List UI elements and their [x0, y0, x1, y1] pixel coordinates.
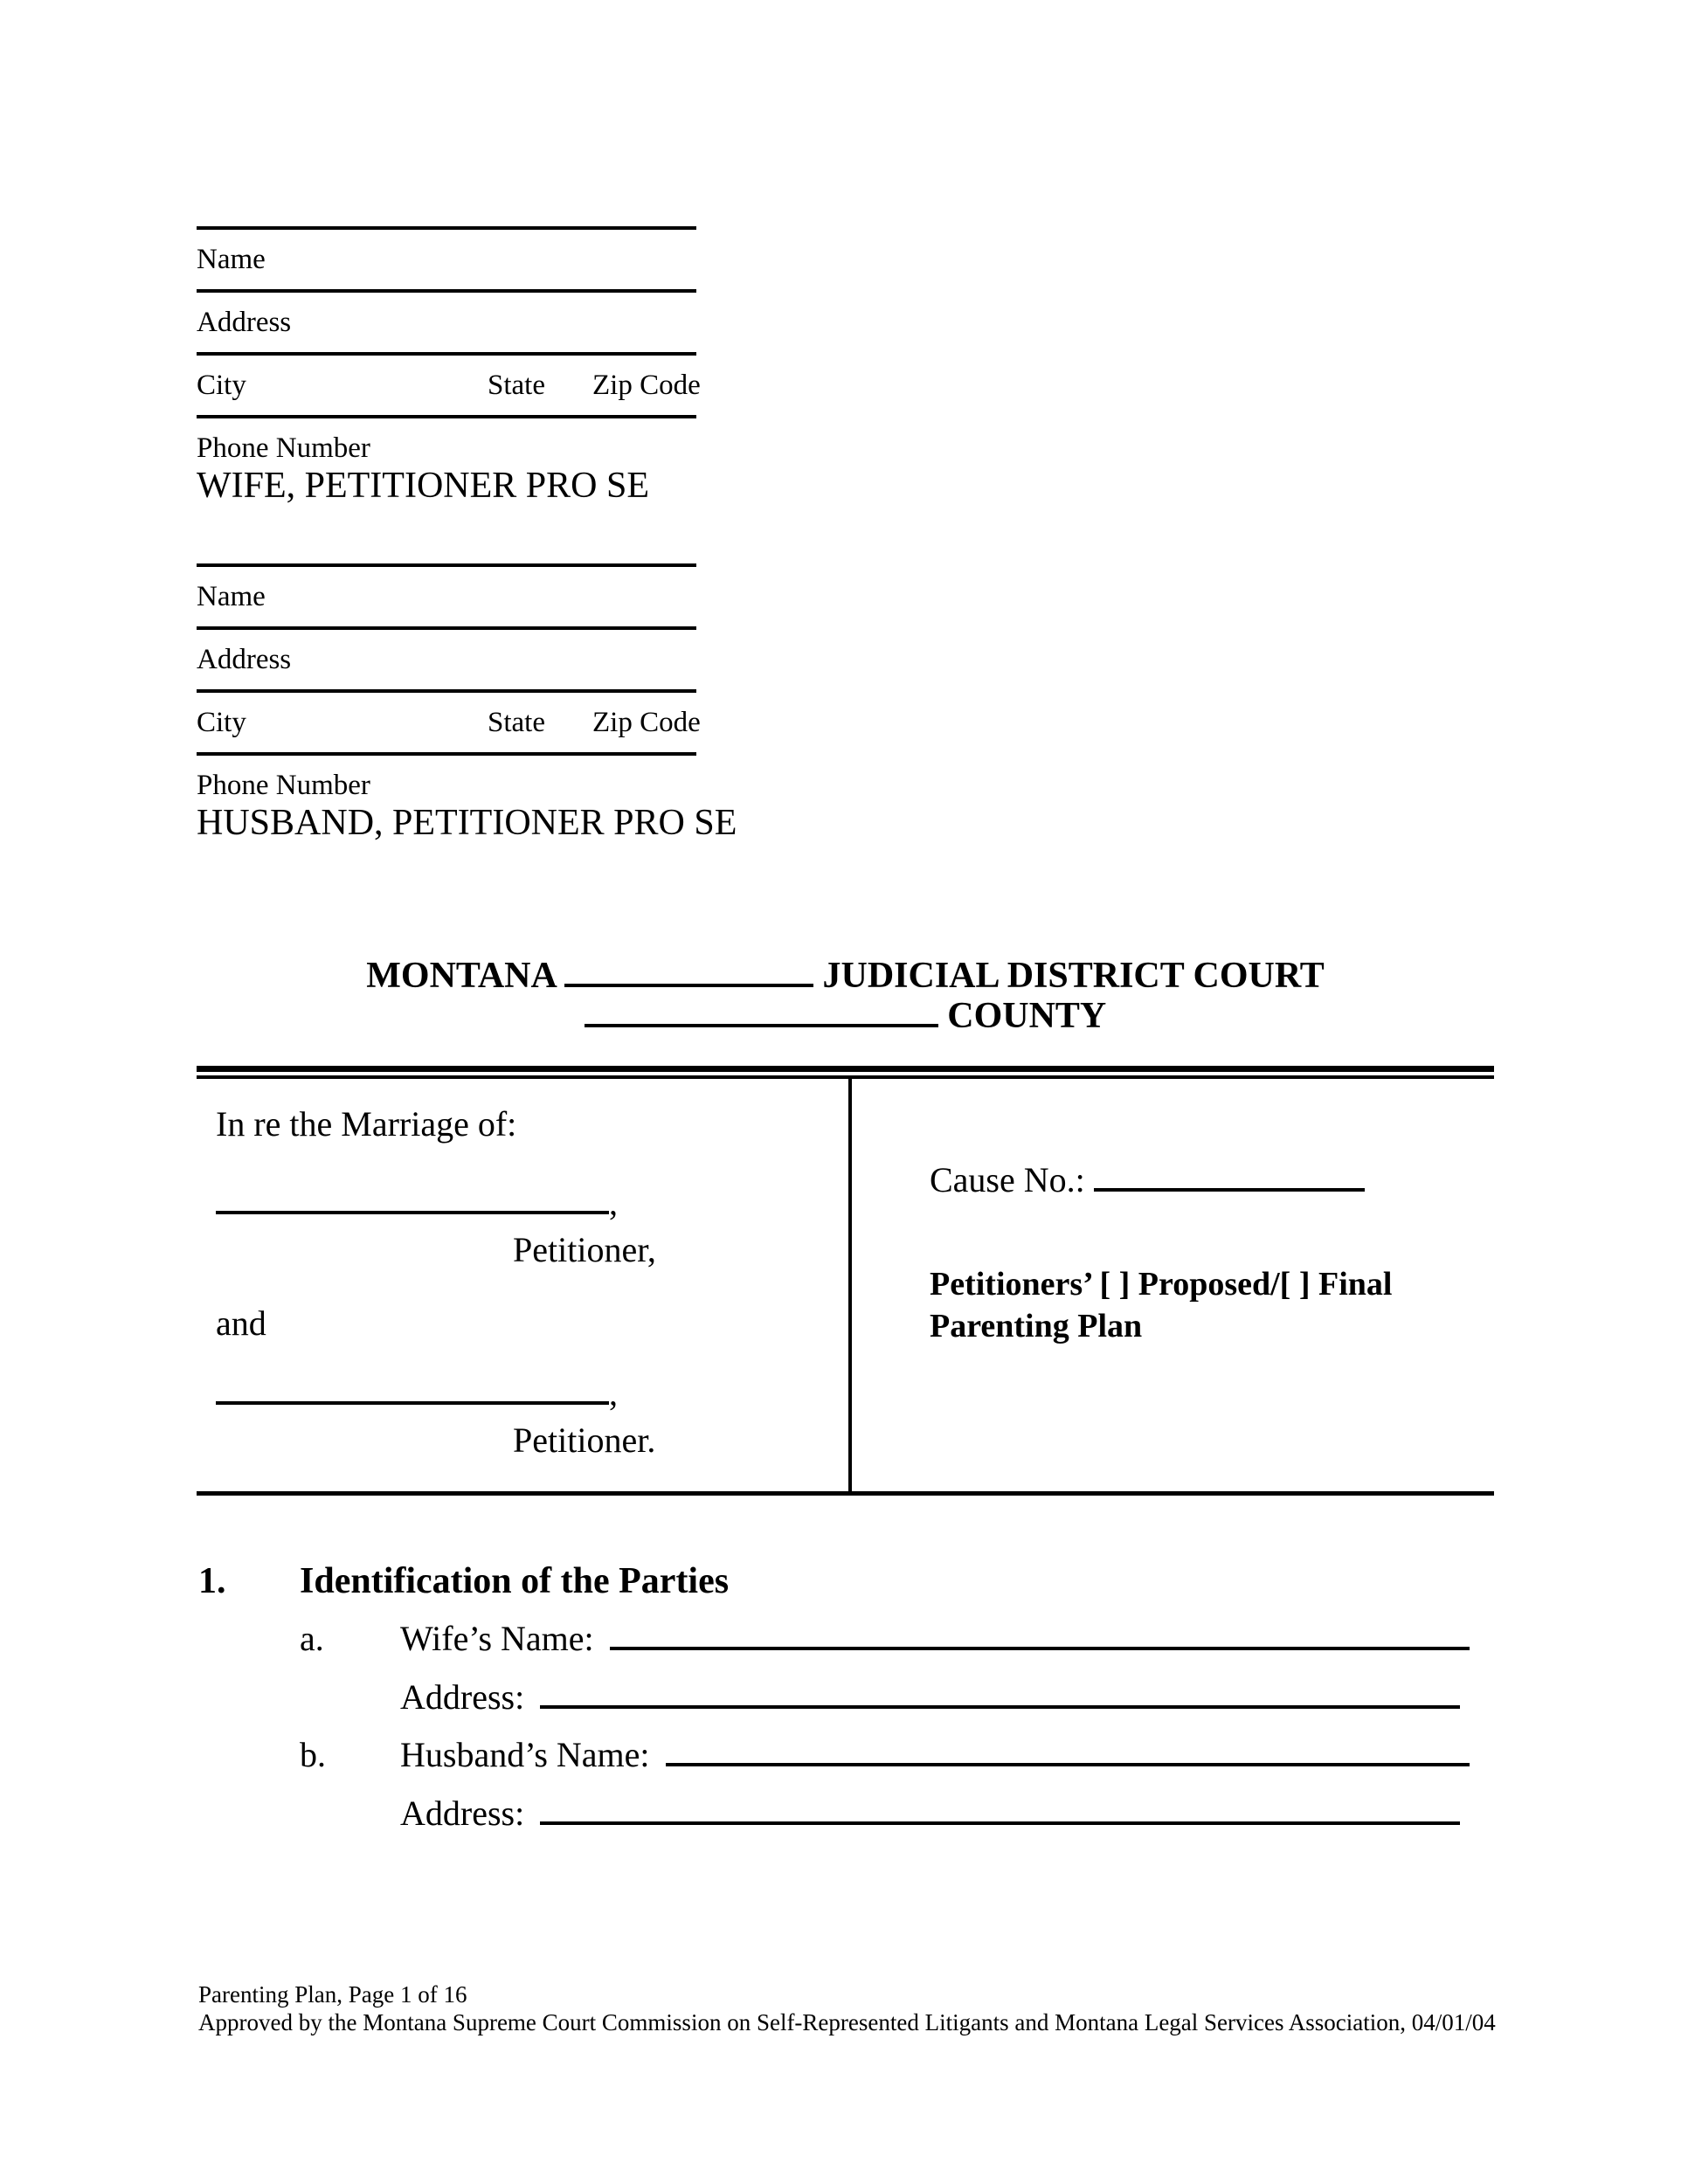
wife-name-blank[interactable] [197, 226, 696, 230]
husband-address-field-label: Address: [400, 1794, 525, 1833]
court-state-word: MONTANA [366, 956, 556, 996]
petitioner-one-name-row [216, 1183, 618, 1223]
wife-phone-blank[interactable] [197, 415, 696, 418]
husband-name-field-label: Husband’s Name: [400, 1735, 650, 1774]
caption-vertical-divider [848, 1079, 852, 1492]
petitioner-second-label: Petitioner. [513, 1420, 656, 1460]
wife-name-row [300, 1619, 1470, 1659]
county-blank[interactable] [585, 1024, 938, 1027]
wife-city-label: City [197, 370, 246, 401]
judicial-district-blank[interactable] [564, 984, 813, 987]
husband-name-field-blank[interactable] [666, 1763, 1470, 1766]
wife-name-field-label: Wife’s Name: [400, 1619, 594, 1658]
court-header-line2 [197, 996, 1494, 1036]
item-a-letter: a. [300, 1619, 324, 1658]
petitioner-two-comma: , [609, 1373, 618, 1413]
wife-address-field-label: Address: [400, 1677, 525, 1717]
wife-address-row [400, 1677, 1460, 1717]
husband-phone-label: Phone Number [197, 770, 370, 801]
husband-city-state-zip-blank[interactable] [197, 689, 696, 693]
wife-party-title: WIFE, PETITIONER PRO SE [197, 466, 649, 506]
petitioner-one-name-blank[interactable] [216, 1211, 609, 1214]
wife-zip-label: Zip Code [592, 370, 701, 401]
petitioner-two-name-row [216, 1373, 618, 1413]
wife-address-blank[interactable] [197, 289, 696, 293]
section1-heading [198, 1560, 729, 1602]
husband-phone-blank[interactable] [197, 752, 696, 756]
petitioner-one-comma: , [609, 1183, 618, 1222]
wife-phone-label: Phone Number [197, 432, 370, 464]
cause-no-label: Cause No.: [930, 1160, 1085, 1199]
item-b-letter: b. [300, 1735, 326, 1774]
husband-zip-label: Zip Code [592, 707, 701, 738]
caption-top-double-rule [197, 1066, 1494, 1079]
husband-city-label: City [197, 707, 246, 738]
petitioner-two-name-blank[interactable] [216, 1401, 609, 1405]
petitioner-first-label: Petitioner, [513, 1230, 656, 1269]
wife-city-state-zip-blank[interactable] [197, 352, 696, 356]
wife-name-label: Name [197, 244, 266, 275]
husband-address-blank[interactable] [197, 626, 696, 630]
husband-address-row [400, 1794, 1460, 1834]
section1-number: 1. [198, 1561, 226, 1601]
husband-state-label: State [488, 707, 545, 738]
wife-address-label: Address [197, 307, 292, 338]
court-line1-suffix: JUDICIAL DISTRICT COURT [822, 956, 1325, 996]
husband-name-label: Name [197, 581, 266, 612]
and-label: and [216, 1303, 266, 1343]
cause-no-blank[interactable] [1094, 1188, 1365, 1192]
footer-approval-note: Approved by the Montana Supreme Court Commission on Self-Represented Litigants and Montana Legal Services Association, 04/01/04 [198, 2009, 1496, 2035]
husband-party-title: HUSBAND, PETITIONER PRO SE [197, 803, 737, 843]
court-header-line1 [197, 956, 1494, 996]
section1-title: Identification of the Parties [300, 1561, 730, 1601]
case-title-line1: Petitioners’ [ ] Proposed/[ ] Final [930, 1266, 1393, 1303]
wife-state-label: State [488, 370, 545, 401]
in-re-marriage-label: In re the Marriage of: [216, 1104, 517, 1144]
husband-address-field-blank[interactable] [540, 1821, 1460, 1825]
wife-address-field-blank[interactable] [540, 1705, 1460, 1709]
husband-address-label: Address [197, 644, 292, 675]
case-document-title [930, 1263, 1392, 1347]
court-line2-suffix: COUNTY [947, 996, 1107, 1036]
husband-name-blank[interactable] [197, 563, 696, 567]
footer-page-number: Parenting Plan, Page 1 of 16 [198, 1981, 467, 2008]
husband-name-row [300, 1735, 1470, 1775]
case-title-line2: Parenting Plan [930, 1308, 1143, 1344]
wife-name-field-blank[interactable] [610, 1647, 1470, 1650]
caption-bottom-rule [197, 1491, 1494, 1496]
cause-no-row [930, 1160, 1365, 1200]
